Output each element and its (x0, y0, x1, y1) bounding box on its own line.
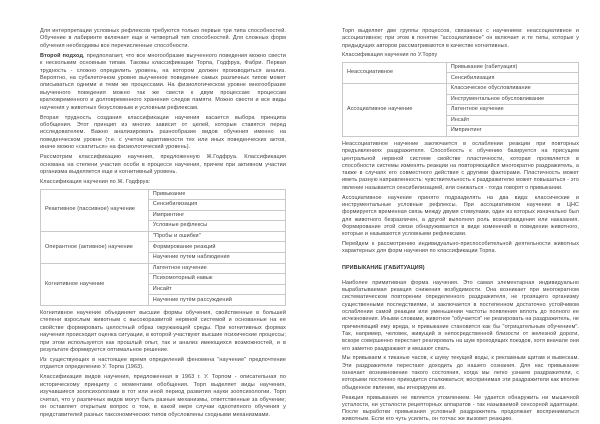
paragraph: Неассоциативное научение заключается в ослаблении реакции при повторных предъявлениях раздражителя. Способность к обучению базируется на присущем центральной нервной системе свойстве пластичности, которая проявляется в способности системы изменять реакции на повторяющийся многократно раздражитель, а также в случаях его совместного действия с другими факторами. Пластичность может иметь разную направленность: чувствительность к раздражителю может повышаться - это явление называется сенсибилизацией, или снижаться - тогда говорят о привыкании. (342, 140, 579, 191)
paragraph: Мы привыкаем к тиканью часов, к шуму текущей воды, к рекламным щитам и вывескам. Эти раздражители перестают доходить до нашего сознания. Для нас привыкание означает возникновение такого состояния, когда мы легко узнаем раздражители, с которыми постоянно приходится сталкиваться; воспринимая эти раздражители как вполне обыденное явление, мы игнорируем их. (342, 355, 579, 391)
table-cell-category: Оперантное (активное) научение (41, 231, 149, 263)
right-text-column (342, 28, 579, 424)
classification-table-thorpe (342, 62, 579, 137)
paragraph: Ассоциативное научение принято подразделять на два вида: классические и инструментальные условные рефлексы. При ассоциативном научении в ЦНС формируется временная связь между двумя стимулами, один из которых изначально был для животного безразличен, а другой выполнял роль вознаграждения или наказания. Формирование этой связи обнаруживается в виде изменений в поведении животного, которые и называются условными рефлексами. (342, 194, 579, 238)
paragraph-text: , предполагает, что все многообразие выученного поведения можно свести к нескольким основным типам. Таковы классификации Торпа, Годфруа, Фабри. Первая трудность - сложно определить уровень, на котором должен производиться анализ. Вероятно, на субклеточном уровне выученное поведение самых различных типов может описываться одними и теми же процессами. На физиологическом уровне многообразие выученного поведения можно так же свести к двум процессам: процессам кратковременного и долговременного хранения следов памяти. Можно свести и все виды научения у животных безусловным и условным рефлексам. (40, 52, 287, 111)
table-cell-category: Ассоциативное научение (343, 83, 447, 136)
table-cell: Психомоторный навык (148, 274, 285, 285)
paragraph: Из существующих в настоящее время определений феномена "научение" предпочтение отдается определению У. Торпа (1963). (40, 357, 286, 371)
table-cell: Научение путем наблюдения (148, 253, 285, 264)
table-caption-thorpe: Классификация научения по У.Торпу (342, 52, 438, 59)
paragraph: Торп выделяет две группы процессов, связанных с научением: неассоциативное и ассоциативное; при этом в понятие "ассоциативное" он включает и те типы, которые у предыдущих авторов рассматриваются в качестве когнитивных. (342, 28, 579, 49)
table-cell: Импринтинг (446, 126, 578, 137)
table-cell: Инструментальное обусловливание (446, 94, 578, 105)
table-cell: Импринтинг (148, 210, 285, 221)
paragraph: Когнитивное научение объединяет высшие формы обучения, свойственные в большей степени взрослым животным с высокоразвитой нервной системой и основанные на ее свойстве формировать целостный образ окружающей среды. При когнитивных формах научения происходит оценка ситуации, в которой участвуют высшие психические процессы; при этом используется как прошлый опыт, так и анализ имеющихся возможностей, и в результате формируется оптимальное решение. (40, 310, 286, 354)
table-cell: Латентное научение (446, 105, 578, 116)
table-row (343, 62, 579, 73)
table-cell: Привыкание (габитуация) (446, 62, 578, 73)
paragraph: Для интерпретации условных рефлексов требуются только первые три типа способностей. Обучение в лабиринте включает еще и четвертый тип способностей. Для сложных форм обучения необходимы все перечисленные способности. (40, 28, 286, 49)
table-row (41, 231, 286, 242)
section-heading-habituation: ПРИВЫКАНИЕ (ГАБИТУАЦИЯ) (342, 264, 425, 271)
table-caption-godfroy: Классификация научения по Ж. Годфруа: (40, 179, 151, 186)
paragraph: Перейдем к рассмотрению индивидуально-приспособительной деятельности животных характерных для форм научения по классификации Торпа. (342, 240, 579, 255)
table-cell: Привыкание (148, 189, 285, 200)
table-row (41, 263, 286, 274)
classification-table-godfroy (40, 189, 286, 307)
table-row (41, 189, 286, 200)
paragraph (40, 53, 286, 112)
paragraph: Реакция привыкания не является утомлением. Не удается обнаружить ни мышечной усталости, ни усталости рецепторных аппаратов - так называемой сенсорной адаптации. После выработки привыкания условный раздражитель продолжает восприниматься животным. Если его чуть усилить, он тотчас же вызовет реакцию. (342, 394, 579, 423)
paragraph: Классификация видов научения, предложенная в 1963 г. У. Торпом - описательная по историческому принципу с моментами обобщения. Торп выделяет виды научения, изучавшиеся зоопсихологами в тот или иной период развития науки зоопсихологии. Торп считал, что у различных видов могут быть разные механизмы, ответственные за обучение; он оставляет открытым вопрос о том, в какой мере случаи однотипного обучения у представителей разных таксономических типов обусловлены сходными механизмами. (40, 374, 286, 418)
bold-lead: Второй подход (40, 52, 84, 59)
table-cell-category: Когнитивное научение (41, 263, 149, 305)
left-text-column (40, 28, 286, 422)
table-cell: Сенсибилизация (446, 73, 578, 84)
table-cell: Инсайт (446, 115, 578, 126)
paragraph: Рассмотрим классификацию научения, предложенную Ж.Годфруа. Классификация основана на степени участия особи в процессе научения, причем при активном участии организма выделяется еще и когнитивный уровень. (40, 154, 286, 176)
table-cell: Латентное научение (148, 263, 285, 274)
table-cell: Формирование реакций (148, 242, 285, 253)
table-cell: Сенсибилизация (148, 200, 285, 211)
table-row (343, 83, 579, 94)
table-cell: Научение путём рассуждений (148, 295, 285, 306)
table-cell: Условные рефлексы (148, 221, 285, 232)
table-cell: "Пробы и ошибки" (148, 231, 285, 242)
table-cell: Инсайт (148, 284, 285, 295)
paragraph: Вторая трудность создания классификации научения касается выбора принципа обобщения. Этот принцип из многих зависит от целей, которые ставятся перед исследователем. Важно анализировать разнообразие видов обучения именно на поведенческом уровне (т.е. с учетом адаптивности тех или иных поведенческих актов, иначе можно «скатиться» на физиологический уровень). (40, 114, 286, 151)
paragraph: Наиболее примитивная форма научения. Это самая элементарная индивидуально вырабатываемая реакция снижения возбудимости. Она возникает при многократном систематическом повторении определенного раздражителя, не грозящего организму существенными последствиями, и заключается в постепенном достаточно устойчивом ослаблении самой реакции или уменьшении частоты появления вплоть до полного ее исчезновения. Иными словами, животное "обучается" не реагировать на раздражитель, не причиняющий ему вреда, и привыкание становится как бы "отрицательным обучением". Так, например, человек, живущий в непосредственной близости от железной дороги, вскоре совершенно перестает реагировать на шум проходящих поездов, хотя вначале они его заметно раздражают и мешают спать. (342, 279, 579, 352)
table-cell: Классическое обусловливание (446, 83, 578, 94)
table-cell-category: Реактивное (пассивное) научение (41, 189, 149, 231)
table-cell-category: Неассоциативное (343, 62, 447, 83)
